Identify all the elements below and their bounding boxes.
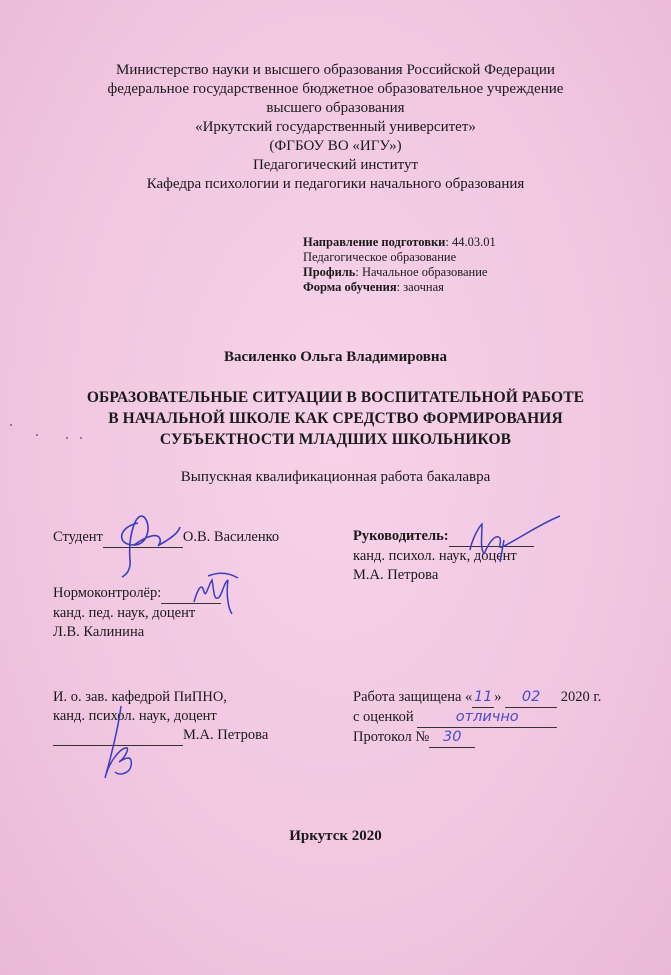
direction-code: : 44.03.01: [445, 235, 496, 249]
defense-year: 2020 г.: [560, 689, 602, 705]
ministry-line: Министерство науки и высшего образования Российской Федерации: [116, 62, 555, 78]
university-abbr: (ФГБОУ ВО «ИГУ»): [269, 138, 402, 154]
head-of-department-block: [53, 688, 268, 746]
student-label: Студент: [53, 529, 103, 545]
thesis-title: [0, 387, 671, 450]
head-degree: канд. психол. наук, доцент: [53, 708, 217, 724]
thesis-title-line: В НАЧАЛЬНОЙ ШКОЛЕ КАК СРЕДСТВО ФОРМИРОВАНИЯ: [108, 410, 563, 427]
work-type: Выпускная квалификационная работа бакалавра: [180, 469, 491, 485]
supervisor-name: М.А. Петрова: [353, 567, 439, 583]
normcontrol-label: Нормоконтролёр:: [53, 585, 162, 601]
normcontrol-name: Л.В. Калинина: [53, 624, 145, 640]
supervisor-block: Руководитель: канд. психол. наук, доцент М.А. Петрова: [353, 527, 534, 585]
department-name: Кафедра психологии и педагогики начального образования: [146, 176, 525, 192]
scan-speck: [66, 437, 68, 439]
university-name: «Иркутский государственный университет»: [195, 119, 476, 135]
normcontrol-degree: канд. пед. наук, доцент: [53, 605, 196, 621]
head-signature: [95, 702, 145, 787]
protocol-number: 30: [429, 728, 475, 748]
scan-speck: [80, 437, 82, 439]
institution-type-line: федеральное государственное бюджетное образовательное учреждение: [107, 81, 564, 97]
scan-speck: [10, 424, 12, 426]
education-level-line: высшего образования: [266, 100, 405, 116]
defense-date-line: [353, 688, 601, 708]
student-signature: [108, 505, 188, 580]
defense-month: 02: [505, 688, 557, 708]
institution-header: [0, 61, 671, 194]
direction-name: Педагогическое образование: [303, 250, 457, 264]
grade-value: отлично: [417, 708, 557, 728]
supervisor-signature: [460, 510, 570, 570]
study-form-value: : заочная: [396, 280, 444, 294]
study-direction-block: [303, 235, 496, 295]
grade-label: с оценкой: [353, 709, 414, 725]
scan-speck: [36, 434, 38, 436]
defense-prefix: Работа защищена «: [353, 689, 473, 705]
institute-name: Педагогический институт: [252, 157, 419, 173]
defense-day: 11: [472, 688, 494, 708]
city-year: Иркутск 2020: [289, 828, 382, 844]
defense-mid: »: [494, 689, 502, 705]
direction-label: Направление подготовки: [303, 235, 446, 249]
grade-line: [353, 708, 601, 728]
protocol-label: Протокол №: [353, 729, 430, 745]
defense-block: [353, 688, 601, 748]
head-name: М.А. Петрова: [183, 727, 269, 743]
profile-label: Профиль: [303, 265, 356, 279]
normcontrol-signature: [188, 568, 248, 618]
student-name: О.В. Василенко: [182, 529, 280, 545]
head-position: И. о. зав. кафедрой ПиПНО,: [53, 689, 227, 705]
protocol-line: [353, 728, 601, 748]
thesis-title-line: ОБРАЗОВАТЕЛЬНЫЕ СИТУАЦИИ В ВОСПИТАТЕЛЬНОЙ РАБОТЕ: [86, 389, 585, 406]
thesis-title-line: СУБЪЕКТНОСТИ МЛАДШИХ ШКОЛЬНИКОВ: [159, 431, 512, 448]
author-name: Василенко Ольга Владимировна: [223, 349, 447, 365]
supervisor-label: Руководитель: [353, 528, 444, 544]
profile-value: : Начальное образование: [355, 265, 488, 279]
study-form-label: Форма обучения: [303, 280, 397, 294]
supervisor-degree: канд. психол. наук, доцент: [353, 548, 517, 564]
